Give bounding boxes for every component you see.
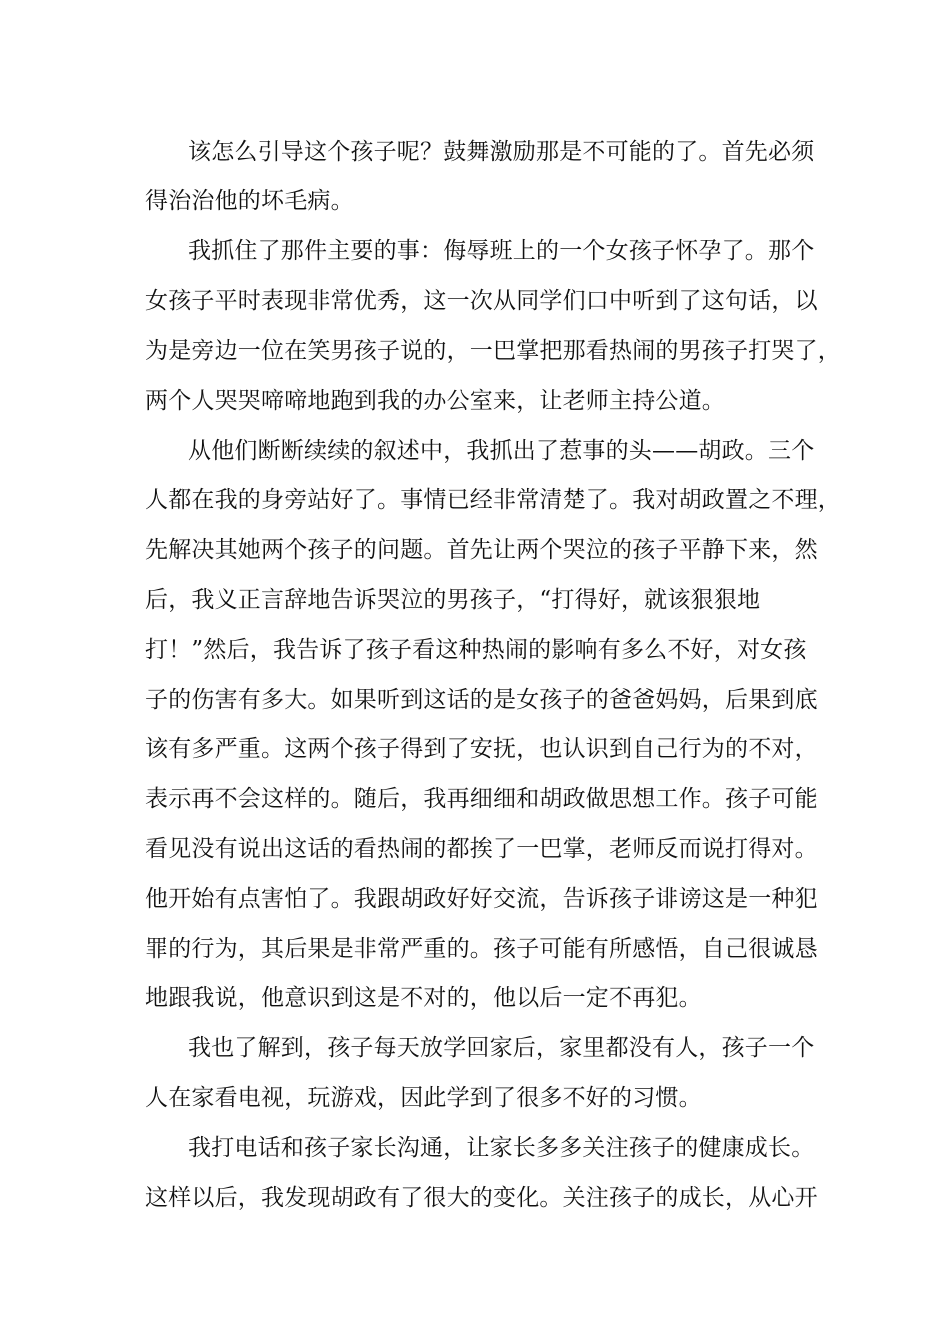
text-line: 先解决其她两个孩子的问题。首先让两个哭泣的孩子平静下来，然: [145, 537, 818, 563]
text-line: 看见没有说出这话的看热闹的都挨了一巴掌，老师反而说打得对。: [145, 836, 818, 862]
text-line: 从他们断断续续的叙述中，我抓出了惹事的头——胡政。三个: [188, 438, 815, 464]
text-line: 为是旁边一位在笑男孩子说的，一巴掌把那看热闹的男孩子打哭了，: [145, 338, 841, 364]
text-line: 他开始有点害怕了。我跟胡政好好交流，告诉孩子诽谤这是一种犯: [145, 886, 818, 912]
text-line: 女孩子平时表现非常优秀，这一次从同学们口中听到了这句话，以: [145, 288, 818, 314]
text-line: 我打电话和孩子家长沟通，让家长多多关注孩子的健康成长。: [188, 1135, 815, 1161]
text-line: 该有多严重。这两个孩子得到了安抚，也认识到自己行为的不对，: [145, 736, 818, 762]
text-line: 我也了解到，孩子每天放学回家后，家里都没有人，孩子一个: [188, 1035, 815, 1061]
text-line: 两个人哭哭啼啼地跑到我的办公室来，让老师主持公道。: [145, 388, 725, 414]
text-line: 人在家看电视，玩游戏，因此学到了很多不好的习惯。: [145, 1085, 702, 1111]
text-line: 子的伤害有多大。如果听到这话的是女孩子的爸爸妈妈，后果到底: [145, 687, 818, 713]
text-line: 得治治他的坏毛病。: [145, 188, 354, 214]
text-line: 后，我义正言辞地告诉哭泣的男孩子，“打得好，就该狠狠地: [145, 587, 761, 613]
text-line: 人都在我的身旁站好了。事情已经非常清楚了。我对胡政置之不理，: [145, 487, 841, 513]
text-line: 这样以后，我发现胡政有了很大的变化。关注孩子的成长，从心开: [145, 1185, 818, 1211]
text-line: 地跟我说，他意识到这是不对的，他以后一定不再犯。: [145, 985, 702, 1011]
text-line: 罪的行为，其后果是非常严重的。孩子可能有所感悟，自己很诚恳: [145, 936, 818, 962]
text-line: 表示再不会这样的。随后，我再细细和胡政做思想工作。孩子可能: [145, 786, 818, 812]
text-line: 打！”然后，我告诉了孩子看这种热闹的影响有多么不好，对女孩: [145, 637, 807, 663]
text-line: 该怎么引导这个孩子呢？鼓舞激励那是不可能的了。首先必须: [188, 139, 815, 165]
text-line: 我抓住了那件主要的事：侮辱班上的一个女孩子怀孕了。那个: [188, 238, 815, 264]
